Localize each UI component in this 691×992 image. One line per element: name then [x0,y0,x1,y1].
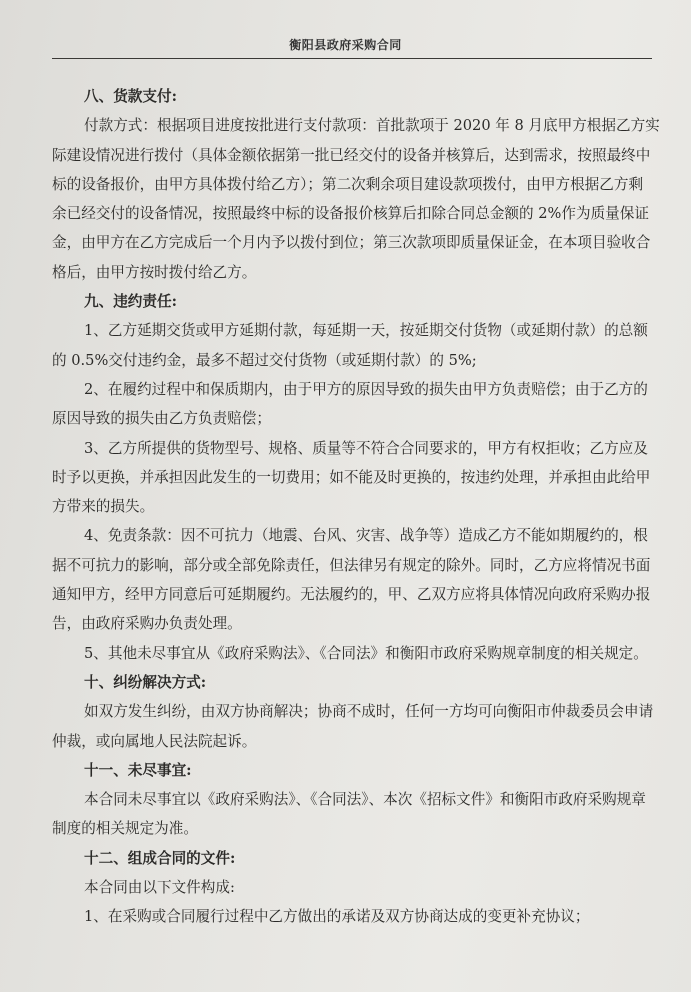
section-heading: 十一、未尽事宜: [84,761,192,779]
paragraph-line: 格后，由甲方按时拨付给乙方。 [52,263,257,281]
paragraph-line: 通知甲方，经甲方同意后可延期履约。无法履约的，甲、乙双方应将具体情况向政府采购办报 [52,586,651,604]
paragraph-line: 本合同由以下文件构成: [84,879,235,897]
paragraph-line: 标的设备报价，由甲方具体拨付给乙方）；第二次剩余项目建设款项拨付，由甲方根据乙方剩 [52,175,644,193]
paragraph-line: 制度的相关规定为准。 [52,820,198,838]
page-header-title: 衡阳县政府采购合同 [289,38,402,52]
section-heading: 八、货款支付: [84,88,177,105]
paragraph-line: 方带来的损失。 [52,498,155,516]
paragraph-line: 5、其他未尽事宜从《政府采购法》、《合同法》和衡阳市政府采购规章制度的相关规定。 [84,644,648,662]
paragraph-line: 1、乙方延期交货或甲方延期付款，每延期一天，按延期交付货物（或延期付款）的总额 [84,322,648,340]
paragraph-line: 告，由政府采购办负责处理。 [52,615,242,633]
section-heading: 十二、组成合同的文件: [84,849,236,867]
section-heading: 九、违约责任: [84,293,177,311]
paragraph-line: 的 0.5%交付违约金，最多不超过交付货物（或延期付款）的 5%; [52,351,477,369]
paragraph-line: 金，由甲方在乙方完成后一个月内予以拨付到位；第三次款项即质量保证金，在本项目验收合 [52,234,651,252]
paragraph-line: 际建设情况进行拨付（具体金额依据第一批已经交付的设备并核算后，达到需求，按照最终中 [52,146,651,164]
paragraph-line: 如双方发生纠纷，由双方协商解决；协商不成时，任何一方均可向衡阳市仲裁委员会申请 [84,703,654,721]
paragraph-line: 据不可抗力的影响，部分或全部免除责任，但法律另有规定的除外。同时，乙方应将情况书面 [52,556,651,574]
paragraph-line: 本合同未尽事宜以《政府采购法》、《合同法》、本次《招标文件》和衡阳市政府采购规章 [84,791,646,809]
paragraph-line: 余已经交付的设备情况，按照最终中标的设备报价核算后扣除合同总金额的 2%作为质量保证 [52,205,649,223]
header-divider [52,58,652,59]
paragraph-line: 时予以更换，并承担因此发生的一切费用；如不能及时更换的，按违约处理，并承担由此给甲 [52,468,651,486]
paragraph-line: 3、乙方所提供的货物型号、规格、质量等不符合合同要求的，甲方有权拒收；乙方应及 [84,439,648,457]
paragraph-line: 2、在履约过程中和保质期内，由于甲方的原因导致的损失由甲方负责赔偿；由于乙方的 [84,380,648,398]
paragraph-line: 仲裁，或向属地人民法院起诉。 [52,732,257,750]
paragraph-line: 原因导致的损失由乙方负责赔偿； [52,410,271,428]
paragraph-line: 付款方式：根据项目进度按批进行支付款项：首批款项于 2020 年 8 月底甲方根据乙方实 [84,117,660,135]
paragraph-line: 4、免责条款：因不可抗力（地震、台风、灾害、战争等）造成乙方不能如期履约的，根 [84,527,648,545]
document-body [52,82,660,932]
section-heading: 十、纠纷解决方式: [84,673,207,691]
paragraph-line: 1、在采购或合同履行过程中乙方做出的承诺及双方协商达成的变更补充协议； [84,908,590,926]
